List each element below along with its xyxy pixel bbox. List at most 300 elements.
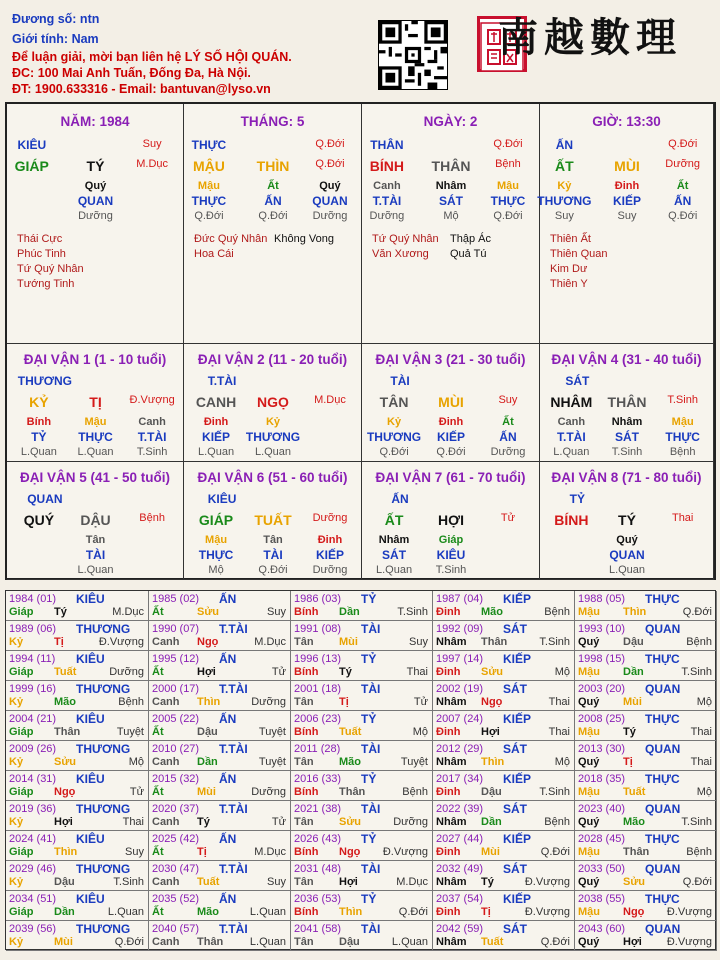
dai-van-cell	[540, 462, 714, 580]
year-state: Dưỡng	[393, 816, 428, 828]
ten-god-stem: THÂN	[370, 138, 404, 152]
year-label: 1992 (09)	[436, 623, 484, 635]
year-cell	[291, 651, 433, 681]
year-label: 1995 (12)	[152, 653, 200, 665]
year-stem: Nhâm	[436, 696, 467, 708]
hidden-ten-god: THỰC	[198, 548, 234, 562]
dai-van-title: ĐẠI VẬN 8 (71 - 80 tuổi)	[551, 470, 702, 485]
year-label: 2033 (50)	[578, 863, 626, 875]
year-branch: Tuất	[623, 786, 646, 798]
pillar-title: NĂM: 1984	[60, 114, 130, 129]
year-cell	[6, 861, 149, 891]
year-branch: Tý	[54, 606, 67, 618]
year-cell	[291, 711, 433, 741]
branch-state: M.Dục	[136, 158, 169, 170]
year-label: 2013 (30)	[578, 743, 626, 755]
year-stem: Mậu	[578, 906, 600, 918]
year-ten-god: THỰC	[645, 592, 680, 606]
hidden-stem: Canh	[373, 180, 401, 192]
year-cell	[433, 711, 575, 741]
pillar-cell	[537, 104, 714, 344]
year-branch: Tý	[481, 876, 494, 888]
year-branch: Tị	[481, 906, 491, 918]
year-label: 2012 (29)	[436, 743, 484, 755]
year-stem: Tân	[294, 756, 314, 768]
year-cell	[575, 921, 717, 951]
year-cell	[575, 831, 717, 861]
hidden-ten-god: KIẾP	[436, 430, 465, 444]
hidden-ten-god: ẤN	[674, 194, 692, 208]
year-cell	[575, 711, 717, 741]
year-stem: Nhâm	[436, 756, 467, 768]
hidden-ten-god: T.TÀI	[137, 430, 167, 444]
year-ten-god: ẤN	[219, 892, 237, 906]
year-stem: Bính	[294, 666, 319, 678]
year-stem: Ất	[152, 906, 164, 918]
hidden-stem: Tân	[263, 534, 283, 546]
dai-van-title: ĐẠI VẬN 3 (21 - 30 tuổi)	[375, 352, 526, 367]
year-stem: Đinh	[436, 666, 461, 678]
year-ten-god: THƯƠNG	[76, 862, 131, 876]
earthly-branch: NGỌ	[257, 394, 289, 410]
year-ten-god: QUAN	[645, 922, 681, 936]
year-stem: Bính	[294, 726, 319, 738]
year-ten-god: T.TÀI	[219, 742, 248, 756]
year-label: 2023 (40)	[578, 803, 626, 815]
earthly-branch: DẬU	[80, 512, 111, 528]
hidden-state: Dưỡng	[369, 210, 405, 222]
year-stem: Canh	[152, 636, 180, 648]
year-stem: Ất	[152, 846, 164, 858]
year-stem: Mậu	[578, 666, 600, 678]
hidden-ten-god: THỰC	[665, 430, 700, 444]
heavenly-stem: NHÂM	[550, 394, 593, 410]
hidden-state: T.Sinh	[136, 446, 168, 458]
heavenly-stem: ẤT	[384, 512, 404, 528]
year-branch: Tý	[339, 666, 352, 678]
year-state: Suy	[267, 876, 286, 888]
year-ten-god: TÀI	[361, 922, 381, 936]
hidden-stem: Ất	[502, 416, 514, 428]
year-branch: Tuất	[481, 936, 504, 948]
year-label: 2017 (34)	[436, 773, 484, 785]
hidden-ten-god: KIÊU	[436, 548, 466, 562]
year-cell	[6, 801, 149, 831]
year-stem: Quý	[578, 936, 600, 948]
year-label: 1989 (06)	[9, 623, 57, 635]
year-branch: Mùi	[54, 936, 73, 948]
hidden-state: L.Quan	[608, 564, 646, 576]
dai-van-title: ĐẠI VẬN 4 (31 - 40 tuổi)	[551, 352, 702, 367]
year-branch: Hợi	[197, 666, 216, 678]
year-state: Đ.Vượng	[524, 876, 570, 888]
branch-state: Dưỡng	[665, 158, 701, 170]
year-stem: Tân	[294, 876, 314, 888]
year-branch: Hợi	[481, 726, 500, 738]
year-state: Dưỡng	[109, 666, 144, 678]
hidden-state: Dưỡng	[312, 210, 348, 222]
branch-state: Dưỡng	[312, 512, 348, 524]
year-branch: Mão	[623, 816, 645, 828]
year-branch: Dậu	[623, 636, 644, 648]
year-state: Mộ	[412, 726, 428, 738]
year-state: Mộ	[128, 756, 144, 768]
year-state: Q.Đới	[114, 936, 144, 948]
hidden-state: L.Quan	[376, 564, 413, 576]
hidden-state: L.Quan	[77, 446, 114, 458]
hidden-stem: Đinh	[317, 534, 343, 546]
heavenly-stem: CANH	[195, 394, 237, 410]
year-stem: Đinh	[436, 606, 461, 618]
year-label: 2031 (48)	[294, 863, 342, 875]
hidden-ten-god: THƯƠNG	[366, 430, 422, 444]
qr-code-icon	[378, 20, 448, 90]
year-ten-god: TỶ	[361, 832, 377, 846]
year-cell	[433, 771, 575, 801]
ten-god-stem: THỰC	[191, 138, 227, 152]
year-label: 1985 (02)	[152, 593, 200, 605]
branch-state: Tử	[500, 512, 515, 524]
year-stem: Quý	[578, 816, 600, 828]
year-state: Thai	[690, 726, 712, 738]
year-cell	[149, 621, 291, 651]
year-cell	[6, 921, 149, 951]
year-ten-god: TÀI	[361, 862, 381, 876]
hidden-stem: Quý	[319, 180, 341, 192]
year-branch: Hợi	[623, 936, 642, 948]
year-branch: Ngọ	[197, 636, 219, 648]
year-branch: Mùi	[339, 636, 358, 648]
year-ten-god: KIẾP	[503, 892, 532, 906]
hidden-state: Dưỡng	[490, 446, 526, 458]
year-label: 2006 (23)	[294, 713, 342, 725]
year-label: 2024 (41)	[9, 833, 57, 845]
heavenly-stem: TÂN	[379, 394, 409, 410]
star-item: Thiên Quan	[550, 248, 608, 260]
hidden-ten-god: THỰC	[191, 194, 227, 208]
year-label: 2038 (55)	[578, 893, 626, 905]
ten-god-stem: ẤN	[555, 138, 574, 152]
year-stem: Tân	[294, 636, 314, 648]
year-cell	[291, 771, 433, 801]
year-stem: Bính	[294, 906, 319, 918]
year-branch: Mùi	[197, 786, 216, 798]
year-state: Bệnh	[118, 696, 144, 708]
year-state: Dưỡng	[251, 696, 286, 708]
year-branch: Thân	[339, 786, 366, 798]
year-branch: Thìn	[339, 906, 363, 918]
year-cell	[6, 741, 149, 771]
year-label: 2019 (36)	[9, 803, 57, 815]
year-cell	[291, 801, 433, 831]
year-stem: Quý	[578, 636, 600, 648]
year-branch: Thìn	[623, 606, 647, 618]
hidden-state: L.Quan	[198, 446, 235, 458]
star-item: Thiên Ất	[550, 233, 591, 245]
year-cell	[433, 651, 575, 681]
hidden-stem: Nhâm	[611, 416, 643, 428]
heavenly-stem: GIÁP	[14, 158, 49, 174]
hidden-ten-god: THƯƠNG	[537, 194, 592, 208]
dai-van-cell	[362, 344, 540, 462]
year-ten-god: THƯƠNG	[76, 682, 131, 696]
year-label: 2001 (18)	[294, 683, 342, 695]
year-ten-god: QUAN	[645, 802, 681, 816]
year-branch: Tý	[623, 726, 636, 738]
hidden-state: Dưỡng	[312, 564, 348, 576]
year-stem: Nhâm	[436, 636, 467, 648]
year-ten-god: SÁT	[503, 922, 527, 936]
hidden-ten-god: THƯƠNG	[245, 430, 301, 444]
year-branch: Ngọ	[339, 846, 361, 858]
hidden-ten-god: KIẾP	[202, 430, 231, 444]
year-stem: Ất	[152, 606, 164, 618]
dai-van-ten-god: KIÊU	[207, 492, 237, 506]
year-state: M.Dục	[112, 606, 144, 618]
year-stem: Đinh	[436, 906, 461, 918]
branch-state: T.Sinh	[667, 394, 698, 406]
year-branch: Thìn	[197, 696, 221, 708]
dai-van-ten-god: TÀI	[390, 374, 410, 388]
year-state: Tuyệt	[400, 756, 428, 768]
branch-state: Suy	[498, 394, 518, 406]
year-branch: Tý	[197, 816, 210, 828]
year-ten-god: SÁT	[503, 682, 527, 696]
dai-van-cell	[362, 462, 540, 580]
year-branch: Tị	[623, 756, 633, 768]
year-stem: Bính	[294, 606, 319, 618]
hidden-ten-god: QUAN	[312, 194, 348, 208]
branch-state: Thai	[671, 512, 694, 524]
year-ten-god: THƯƠNG	[76, 622, 131, 636]
year-label: 1996 (13)	[294, 653, 342, 665]
year-state: Thai	[548, 696, 570, 708]
year-branch: Tị	[54, 636, 64, 648]
hidden-stem: Đinh	[438, 416, 464, 428]
hidden-stem: Kỷ	[557, 180, 572, 192]
year-label: 2016 (33)	[294, 773, 342, 785]
year-ten-god: THỰC	[645, 652, 680, 666]
year-cell	[149, 921, 291, 951]
year-ten-god: THỰC	[645, 772, 680, 786]
year-stem: Nhâm	[436, 816, 467, 828]
year-branch: Thân	[481, 636, 508, 648]
year-state: Đ.Vượng	[382, 846, 428, 858]
pillar-title: NGÀY: 2	[423, 114, 478, 129]
year-ten-god: SÁT	[503, 622, 527, 636]
year-label: 2034 (51)	[9, 893, 57, 905]
hidden-stem: Mậu	[84, 416, 107, 428]
year-state: Tử	[271, 666, 286, 678]
year-state: Bệnh	[686, 846, 712, 858]
year-cell	[149, 711, 291, 741]
hidden-ten-god: KIẾP	[612, 194, 641, 208]
year-state: M.Dục	[254, 636, 286, 648]
hidden-state: T.Sinh	[611, 446, 643, 458]
year-branch: Dần	[54, 906, 75, 918]
year-ten-god: THỰC	[645, 892, 680, 906]
year-label: 1997 (14)	[436, 653, 484, 665]
year-label: 2021 (38)	[294, 803, 342, 815]
year-stem: Mậu	[578, 846, 600, 858]
year-cell	[291, 591, 433, 621]
year-branch: Tuất	[339, 726, 362, 738]
dai-van-ten-god: ẤN	[391, 492, 409, 506]
year-branch: Tị	[339, 696, 349, 708]
year-cell	[149, 831, 291, 861]
year-ten-god: KIÊU	[76, 892, 105, 906]
year-label: 2037 (54)	[436, 893, 484, 905]
year-state: Tử	[271, 816, 286, 828]
year-stem: Ất	[152, 726, 164, 738]
year-ten-god: QUAN	[645, 622, 681, 636]
year-cell	[433, 681, 575, 711]
year-ten-god: QUAN	[645, 862, 681, 876]
branch-state: Đ.Vượng	[129, 394, 175, 406]
hidden-stem: Bính	[26, 416, 52, 428]
hidden-state: Q.Đới	[194, 210, 224, 222]
star-item: Không Vong	[274, 233, 334, 245]
year-ten-god: KIẾP	[503, 592, 532, 606]
year-label: 1991 (08)	[294, 623, 342, 635]
year-stem: Bính	[294, 846, 319, 858]
year-cell	[433, 591, 575, 621]
dai-van-cell	[7, 462, 184, 580]
year-label: 2041 (58)	[294, 923, 342, 935]
year-label: 2003 (20)	[578, 683, 626, 695]
hidden-ten-god: T.TÀI	[372, 194, 402, 208]
year-cell	[291, 831, 433, 861]
year-stem: Canh	[152, 696, 180, 708]
year-branch: Dần	[623, 666, 644, 678]
year-branch: Tị	[197, 846, 207, 858]
hidden-ten-god: TỶ	[31, 430, 47, 444]
year-cell	[149, 861, 291, 891]
earthly-branch: MÙI	[438, 394, 464, 410]
chart-grid	[5, 102, 716, 580]
year-ten-god: T.TÀI	[219, 862, 248, 876]
year-label: 1994 (11)	[9, 653, 56, 665]
hidden-stem: Canh	[557, 416, 586, 428]
star-item: Hoa Cái	[194, 248, 234, 260]
year-stem: Giáp	[9, 906, 34, 918]
hidden-stem: Mậu	[671, 416, 694, 428]
year-cell	[6, 651, 149, 681]
dai-van-cell	[184, 462, 362, 580]
hidden-ten-god: ẤN	[264, 194, 282, 208]
year-stem: Quý	[578, 876, 600, 888]
year-ten-god: KIÊU	[76, 592, 105, 606]
hidden-state: Mộ	[208, 564, 224, 576]
year-ten-god: TỶ	[361, 772, 377, 786]
year-ten-god: KIẾP	[503, 712, 532, 726]
earthly-branch: TUẤT	[254, 512, 292, 528]
hidden-stem: Canh	[138, 416, 166, 428]
hidden-ten-god: THỰC	[490, 194, 526, 208]
heavenly-stem: ẤT	[555, 158, 574, 174]
dai-van-ten-god: QUAN	[27, 492, 63, 506]
year-branch: Sửu	[54, 756, 77, 768]
year-branch: Hợi	[339, 876, 358, 888]
year-stem: Ất	[152, 786, 164, 798]
year-state: L.Quan	[249, 906, 286, 918]
year-branch: Thìn	[54, 846, 78, 858]
dai-van-ten-god: T.TÀI	[207, 374, 237, 388]
year-state: Bệnh	[686, 636, 712, 648]
year-state: Mộ	[554, 756, 570, 768]
year-label: 2030 (47)	[152, 863, 200, 875]
hidden-state: L.Quan	[20, 446, 57, 458]
hidden-stem: Kỷ	[387, 416, 402, 428]
hidden-state: Suy	[617, 210, 637, 222]
year-label: 2022 (39)	[436, 803, 484, 815]
hidden-stem: Đinh	[614, 180, 640, 192]
year-stem: Mậu	[578, 786, 600, 798]
year-label: 2039 (56)	[9, 923, 57, 935]
year-stem: Mậu	[578, 726, 600, 738]
year-cell	[575, 891, 717, 921]
year-branch: Dần	[481, 816, 502, 828]
year-ten-god: KIẾP	[503, 652, 532, 666]
earthly-branch: MÙI	[614, 158, 640, 174]
year-cell	[149, 591, 291, 621]
year-stem: Tân	[294, 816, 314, 828]
year-cell	[149, 801, 291, 831]
dai-van-cell	[7, 344, 184, 462]
hidden-stem: Đinh	[203, 416, 229, 428]
year-stem: Mậu	[578, 606, 600, 618]
year-branch: Thân	[197, 936, 224, 948]
year-state: Q.Đới	[540, 846, 570, 858]
year-branch: Tuất	[197, 876, 220, 888]
year-state: Q.Đới	[398, 906, 428, 918]
year-branch: Sửu	[623, 876, 646, 888]
year-label: 2005 (22)	[152, 713, 200, 725]
hidden-stem: Giáp	[438, 534, 464, 546]
year-label: 1987 (04)	[436, 593, 484, 605]
year-stem: Giáp	[9, 846, 34, 858]
year-label: 2009 (26)	[9, 743, 57, 755]
star-item: Kim Dư	[550, 263, 588, 275]
year-ten-god: TÀI	[361, 742, 381, 756]
year-state: L.Quan	[249, 936, 286, 948]
pillar-title: GIỜ: 13:30	[592, 114, 661, 129]
year-label: 2008 (25)	[578, 713, 626, 725]
year-state: Đ.Vượng	[524, 906, 570, 918]
year-state: Suy	[409, 636, 428, 648]
year-state: Thai	[406, 666, 428, 678]
year-cell	[6, 711, 149, 741]
year-stem: Tân	[294, 696, 314, 708]
year-branch: Dậu	[54, 876, 75, 888]
year-state: T.Sinh	[113, 876, 144, 888]
year-label: 2040 (57)	[152, 923, 200, 935]
year-label: 2010 (27)	[152, 743, 200, 755]
year-state: Bệnh	[544, 816, 570, 828]
year-stem: Quý	[578, 756, 600, 768]
year-ten-god: KIẾP	[503, 832, 532, 846]
hidden-ten-god: SÁT	[615, 430, 639, 444]
year-stem: Nhâm	[436, 876, 467, 888]
year-branch: Mùi	[623, 696, 642, 708]
heavenly-stem: KỶ	[29, 394, 49, 410]
star-item: Văn Xương	[372, 248, 429, 260]
year-ten-god: TÀI	[361, 802, 381, 816]
year-state: M.Dục	[254, 846, 286, 858]
star-item: Thiên Y	[550, 278, 588, 290]
year-state: Tuyệt	[258, 756, 286, 768]
year-cell	[575, 681, 717, 711]
